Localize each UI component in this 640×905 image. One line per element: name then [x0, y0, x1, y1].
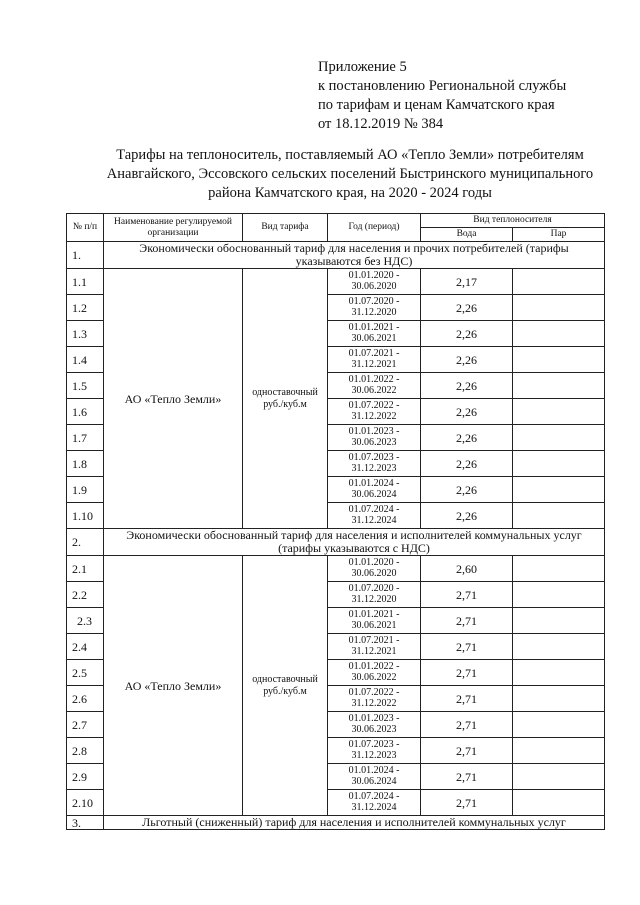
header-tariff-kind: Вид тарифа [243, 214, 328, 242]
row-num: 1.8 [67, 451, 104, 477]
row-num: 2.10 [67, 790, 104, 816]
water-value: 2,26 [421, 503, 513, 529]
water-value: 2,26 [421, 373, 513, 399]
water-value: 2,26 [421, 347, 513, 373]
section-num: 1. [67, 242, 104, 269]
steam-value [513, 686, 605, 712]
steam-value [513, 660, 605, 686]
row-num: 2.1 [67, 556, 104, 582]
steam-value [513, 634, 605, 660]
water-value: 2,71 [421, 790, 513, 816]
period-cell: 01.07.2024 - 31.12.2024 [328, 503, 421, 529]
steam-value [513, 295, 605, 321]
period-cell: 01.01.2023 - 30.06.2023 [328, 425, 421, 451]
row-num: 1.3 [67, 321, 104, 347]
steam-value [513, 790, 605, 816]
steam-value [513, 556, 605, 582]
header-period: Год (период) [328, 214, 421, 242]
table-row [67, 556, 605, 582]
header-steam: Пар [513, 228, 605, 242]
org-name: АО «Тепло Земли» [104, 556, 243, 816]
period-cell: 01.07.2024 - 31.12.2024 [328, 790, 421, 816]
period-cell: 01.01.2024 - 30.06.2024 [328, 477, 421, 503]
appendix-line: по тарифам и ценам Камчатского края [318, 97, 555, 113]
period-cell: 01.01.2022 - 30.06.2022 [328, 373, 421, 399]
water-value: 2,71 [421, 738, 513, 764]
section-row [67, 816, 605, 830]
header-org: Наименование регулируемой организации [104, 214, 243, 242]
section-title: Льготный (сниженный) тариф для населения и исполнителей коммунальных услуг [104, 816, 605, 830]
period-cell: 01.07.2022 - 31.12.2022 [328, 686, 421, 712]
water-value: 2,60 [421, 556, 513, 582]
row-num: 1.9 [67, 477, 104, 503]
row-num: 1.7 [67, 425, 104, 451]
table-body [67, 242, 605, 830]
steam-value [513, 399, 605, 425]
row-num: 1.2 [67, 295, 104, 321]
water-value: 2,71 [421, 686, 513, 712]
header-carrier: Вид теплоносителя [421, 214, 605, 228]
row-num: 2.6 [67, 686, 104, 712]
period-cell: 01.01.2023 - 30.06.2023 [328, 712, 421, 738]
section-title: Экономически обоснованный тариф для населения и прочих потребителей (тарифы указываются без НДС) [104, 242, 605, 269]
water-value: 2,71 [421, 764, 513, 790]
section-title: Экономически обоснованный тариф для населения и исполнителей коммунальных услуг (тарифы указываются с НДС) [104, 529, 605, 556]
row-num: 2.9 [67, 764, 104, 790]
water-value: 2,71 [421, 608, 513, 634]
row-num: 1.4 [67, 347, 104, 373]
section-row [67, 242, 605, 269]
steam-value [513, 425, 605, 451]
steam-value [513, 477, 605, 503]
section-num: 3. [67, 816, 104, 830]
row-num: 2.3 [67, 608, 104, 634]
tariff-kind: одноставочный руб./куб.м [243, 269, 328, 529]
row-num: 1.1 [67, 269, 104, 295]
appendix-line: от 18.12.2019 № 384 [318, 116, 444, 132]
steam-value [513, 269, 605, 295]
water-value: 2,17 [421, 269, 513, 295]
period-cell: 01.07.2020 - 31.12.2020 [328, 582, 421, 608]
period-cell: 01.07.2023 - 31.12.2023 [328, 738, 421, 764]
period-cell: 01.07.2020 - 31.12.2020 [328, 295, 421, 321]
table-row [67, 269, 605, 295]
appendix-block [318, 58, 618, 134]
water-value: 2,71 [421, 660, 513, 686]
document-title: Тарифы на теплоноситель, поставляемый АО «Тепло Земли» потребителям Анавгайского, Эссовского сельских поселений Быстринского муниципального района Камчатского края, на 2020 - 2024 годы [106, 147, 594, 201]
steam-value [513, 582, 605, 608]
org-name: АО «Тепло Земли» [104, 269, 243, 529]
period-cell: 01.01.2021 - 30.06.2021 [328, 608, 421, 634]
steam-value [513, 764, 605, 790]
water-value: 2,26 [421, 295, 513, 321]
water-value: 2,71 [421, 712, 513, 738]
steam-value [513, 373, 605, 399]
water-value: 2,26 [421, 425, 513, 451]
steam-value [513, 738, 605, 764]
period-cell: 01.07.2022 - 31.12.2022 [328, 399, 421, 425]
appendix-line: к постановлению Региональной службы [318, 78, 567, 94]
appendix-line: Приложение 5 [318, 59, 407, 75]
period-cell: 01.01.2020 - 30.06.2020 [328, 556, 421, 582]
tariff-table [66, 213, 605, 830]
steam-value [513, 608, 605, 634]
period-cell: 01.01.2022 - 30.06.2022 [328, 660, 421, 686]
water-value: 2,26 [421, 321, 513, 347]
steam-value [513, 503, 605, 529]
section-num: 2. [67, 529, 104, 556]
water-value: 2,26 [421, 451, 513, 477]
row-num: 2.5 [67, 660, 104, 686]
row-num: 2.7 [67, 712, 104, 738]
row-num: 1.6 [67, 399, 104, 425]
period-cell: 01.01.2024 - 30.06.2024 [328, 764, 421, 790]
steam-value [513, 347, 605, 373]
period-cell: 01.01.2021 - 30.06.2021 [328, 321, 421, 347]
row-num: 2.8 [67, 738, 104, 764]
period-cell: 01.07.2023 - 31.12.2023 [328, 451, 421, 477]
water-value: 2,26 [421, 399, 513, 425]
steam-value [513, 451, 605, 477]
period-cell: 01.01.2020 - 30.06.2020 [328, 269, 421, 295]
tariff-kind: одноставочный руб./куб.м [243, 556, 328, 816]
header-water: Вода [421, 228, 513, 242]
water-value: 2,71 [421, 634, 513, 660]
header-num: № п/п [67, 214, 104, 242]
steam-value [513, 321, 605, 347]
steam-value [513, 712, 605, 738]
water-value: 2,26 [421, 477, 513, 503]
row-num: 1.10 [67, 503, 104, 529]
row-num: 2.4 [67, 634, 104, 660]
section-row [67, 529, 605, 556]
water-value: 2,71 [421, 582, 513, 608]
row-num: 2.2 [67, 582, 104, 608]
period-cell: 01.07.2021 - 31.12.2021 [328, 634, 421, 660]
row-num: 1.5 [67, 373, 104, 399]
period-cell: 01.07.2021 - 31.12.2021 [328, 347, 421, 373]
